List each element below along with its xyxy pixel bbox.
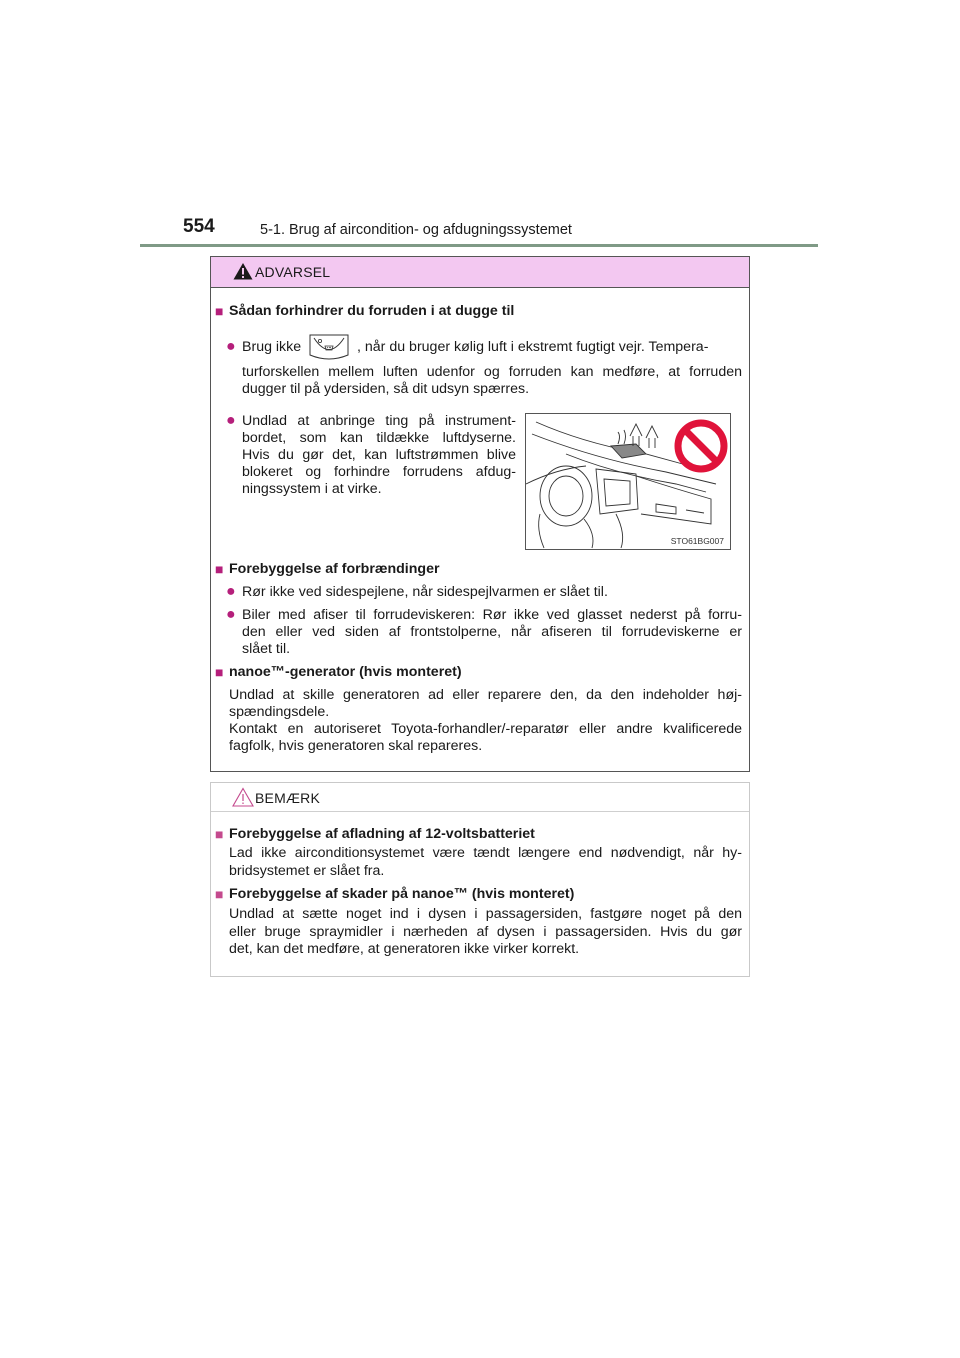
bullet-marker: ● <box>226 606 236 623</box>
nanoe-line1: Undlad at skille generatoren ad eller reparere den, da den indeholder høj- <box>229 687 742 703</box>
dashboard-illustration <box>525 413 731 550</box>
windshield-defog-button-icon <box>308 333 350 363</box>
burn-bullet2-line3: slået til. <box>242 641 291 657</box>
battery-line2: bridsystemet er slået fra. <box>229 863 385 879</box>
fog-bullet2-line3: Hvis du gør det, kan luftstrømmen blive <box>242 447 516 463</box>
section-title: 5-1. Brug af aircondition- og afdugningssystemet <box>260 222 572 238</box>
section-marker: ■ <box>215 886 224 902</box>
nanoe-line2: spændingsdele. <box>229 704 330 720</box>
fog-bullet1-after: , når du bruger kølig luft i ekstremt fugtigt vejr. Tempera- <box>357 339 709 355</box>
section-title-nanoe: nanoe™-generator (hvis monteret) <box>229 664 462 680</box>
damage-line2: eller bruge spraymidler i nærheden af dysen i passagersiden. Hvis du gør <box>229 924 742 940</box>
bullet-marker: ● <box>226 338 236 355</box>
page-number: 554 <box>183 216 215 237</box>
section-marker: ■ <box>215 303 224 319</box>
notice-label: BEMÆRK <box>255 790 320 806</box>
prohibition-sign-icon <box>674 419 728 473</box>
damage-line1: Undlad at sætte noget ind i dysen i passagersiden, fastgøre noget på den <box>229 906 742 922</box>
notice-triangle-icon <box>232 787 254 807</box>
section-title-damage: Forebyggelse af skader på nanoe™ (hvis monteret) <box>229 886 575 902</box>
section-marker: ■ <box>215 664 224 680</box>
fog-bullet2-line4: blokeret og forhindre forrudens afdug- <box>242 464 516 480</box>
burn-bullet1: Rør ikke ved sidespejlene, når sidespejlvarmen er slået til. <box>242 584 608 600</box>
warning-triangle-icon <box>233 262 253 280</box>
battery-line1: Lad ikke airconditionsystemet være tændt længere end nødvendigt, når hy- <box>229 845 742 861</box>
damage-line3: det, kan det medføre, at generatoren ikke virker korrekt. <box>229 941 580 957</box>
illustration-code: STO61BG007 <box>670 536 724 546</box>
page-header <box>0 0 960 250</box>
fog-bullet1-line2: turforskellen mellem luften udenfor og forruden kan medføre, at forruden <box>242 364 742 380</box>
section-title-fog: Sådan forhindrer du forruden i at dugge til <box>229 303 515 319</box>
header-rule <box>140 244 818 247</box>
section-marker: ■ <box>215 561 224 577</box>
section-title-burn: Forebyggelse af forbrændinger <box>229 561 440 577</box>
bullet-marker: ● <box>226 412 236 429</box>
nanoe-line4: fagfolk, hvis generatoren skal repareres. <box>229 738 483 754</box>
fog-bullet2-line5: ningssystem i at virke. <box>242 481 382 497</box>
fog-bullet2-line1: Undlad at anbringe ting på instrument- <box>242 413 516 429</box>
notice-header <box>211 783 749 812</box>
warning-header <box>211 257 749 288</box>
fog-bullet1-start: Brug ikke <box>242 339 302 355</box>
bullet-marker: ● <box>226 583 236 600</box>
fog-bullet1-line3: dugger til på ydersiden, så dit udsyn spærres. <box>242 381 530 397</box>
section-marker: ■ <box>215 826 224 842</box>
nanoe-line3: Kontakt en autoriseret Toyota-forhandler/-reparatør eller andre kvalificerede <box>229 721 742 737</box>
burn-bullet2-line1: Biler med afiser til forrudeviskeren: Rør ikke ved glasset nederst på forru- <box>242 607 742 623</box>
fog-bullet2-line2: bordet, som kan tildække luftdyserne. <box>242 430 516 446</box>
burn-bullet2-line2: den eller ved siden af frontstolperne, når afiseren til forrudeviskerne er <box>242 624 742 640</box>
warning-label: ADVARSEL <box>255 264 331 280</box>
section-title-battery: Forebyggelse af afladning af 12-voltsbatteriet <box>229 826 535 842</box>
